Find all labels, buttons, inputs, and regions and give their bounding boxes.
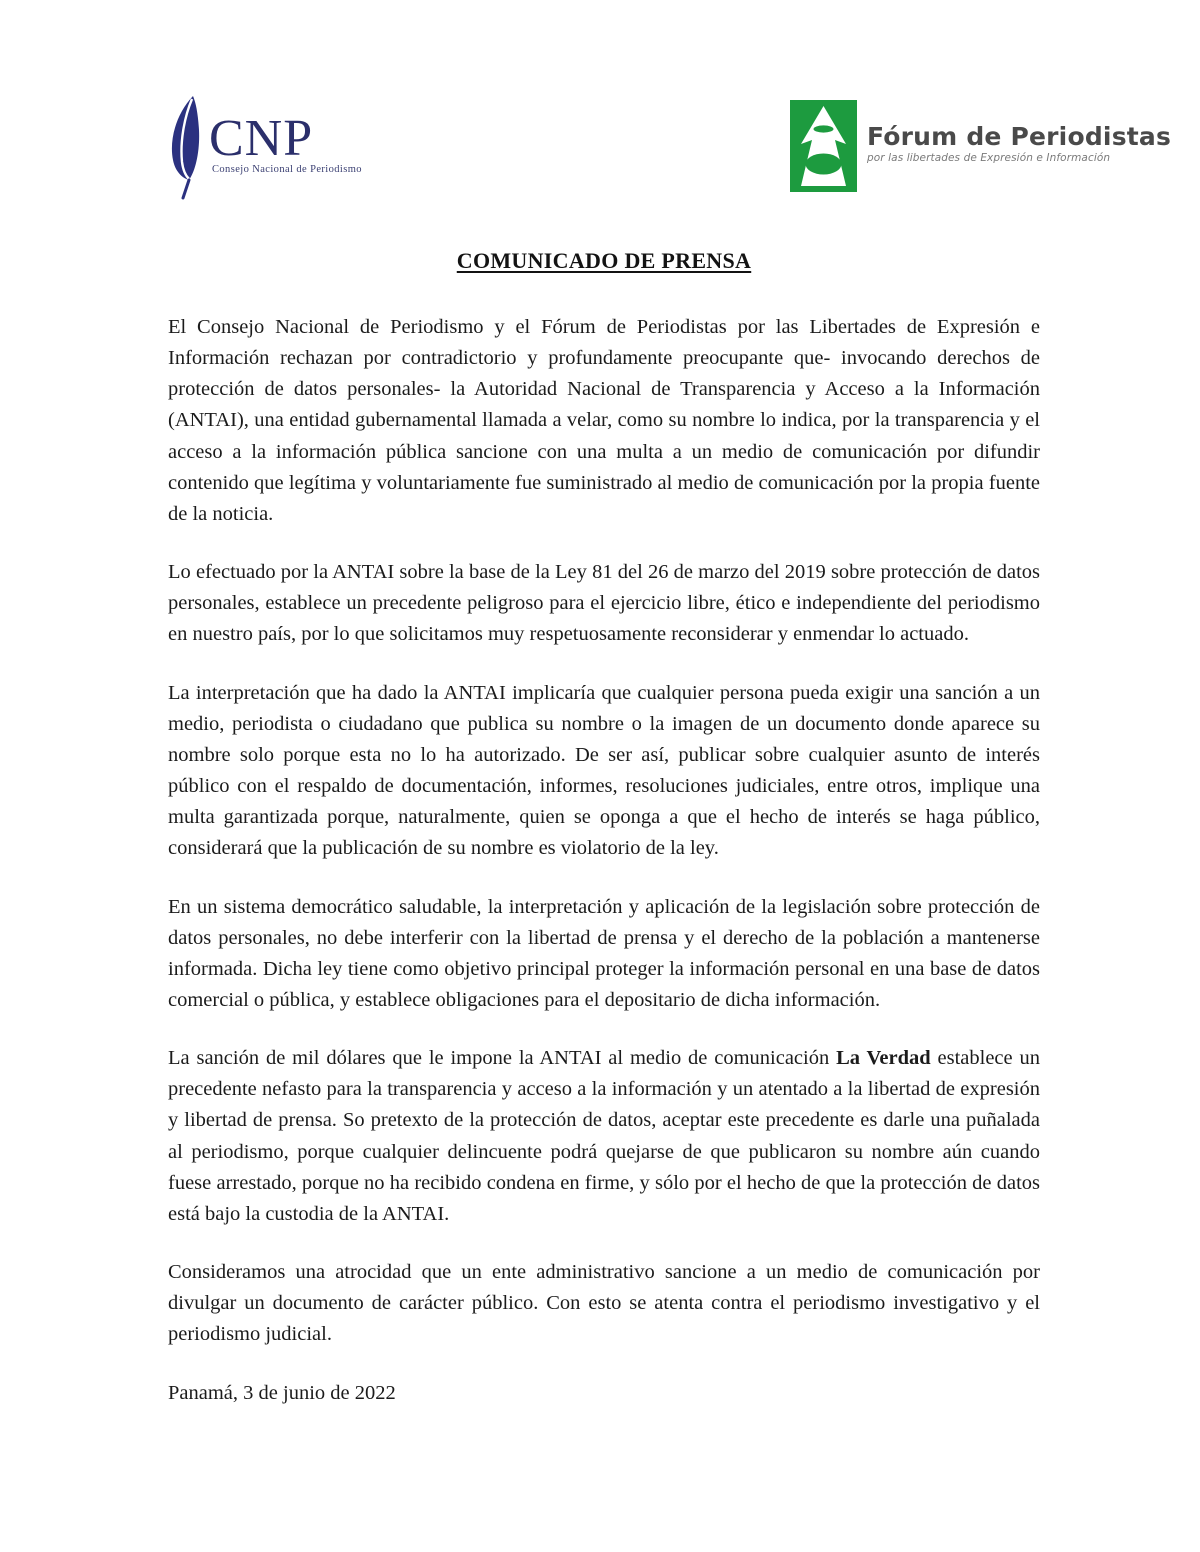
paragraph-5-tail: establece un precedente nefasto para la transparencia y acceso a la información y un atentado a la libertad de expresión y libertad de prensa. So pretexto de la protección de datos, aceptar este precedente es darle una puñalada al periodismo, porque cualquier delincuente podrá quejarse de que publicaron su nombre aún cuando fuese arrestado, porque no ha recibido condena en firme, y sólo por el hecho de que la protección de datos está bajo la custodia de la ANTAI. xyxy=(168,1047,1040,1225)
paragraph-1: El Consejo Nacional de Periodismo y el Fórum de Periodistas por las Libertades de Expresión e Información rechazan por contradictorio y profundamente preocupante que- invocando derechos de protección de datos personales- la Autoridad Nacional de Transparencia y Acceso a la Información (ANTAI), una entidad gubernamental llamada a velar, como su nombre lo indica, por la transparencia y el acceso a la información pública sancione con una multa a un medio de comunicación por difundir contenido que legítima y voluntariamente fue suministrado al medio de comunicación por la propia fuente de la noticia. xyxy=(168,316,1040,525)
cnp-subtitle: Consejo Nacional de Periodismo xyxy=(212,164,362,176)
cnp-logo xyxy=(163,92,362,200)
paragraph-4: En un sistema democrático saludable, la interpretación y aplicación de la legislación sobre protección de datos personales, no debe interferir con la libertad de prensa y el derecho de la población a mantenerse informada. Dicha ley tiene como objetivo principal proteger la información personal en una base de datos comercial o pública, y establece obligaciones para el depositario de dicha información. xyxy=(168,895,1040,1011)
document-body xyxy=(168,248,1040,1409)
forum-subtitle: por las libertades de Expresión e Información xyxy=(867,152,1111,165)
page-title: COMUNICADO DE PRENSA xyxy=(456,248,752,273)
media-outlet-name: La Verdad xyxy=(836,1047,931,1070)
forum-logo xyxy=(790,100,1171,192)
quill-feather-icon xyxy=(163,92,215,200)
forum-title: Fórum de Periodistas xyxy=(867,121,1172,151)
letterhead xyxy=(0,0,1200,225)
paragraph-2: Lo efectuado por la ANTAI sobre la base de la Ley 81 del 26 de marzo del 2019 sobre protección de datos personales, establece un precedente peligroso para el ejercicio libre, ético e independiente del periodismo en nuestro país, por lo que solicitamos muy respetuosamente reconsiderar y enmendar lo actuado. xyxy=(168,561,1040,646)
cnp-acronym: CNP xyxy=(209,110,314,167)
cnp-wordmark xyxy=(209,92,362,175)
paragraph-6: Consideramos una atrocidad que un ente administrativo sancione a un medio de comunicación por divulgar un documento de carácter público. Con esto se atenta contra el periodismo investigativo y el periodismo judicial. xyxy=(168,1261,1040,1346)
dateline: Panamá, 3 de junio de 2022 xyxy=(168,1381,396,1404)
paragraph-3: La interpretación que ha dado la ANTAI implicaría que cualquier persona pueda exigir una sanción a un medio, periodista o ciudadano que publica su nombre o la imagen de un documento donde aparece su nombre solo porque esta no lo ha autorizado. De ser así, publicar sobre cualquier asunto de interés público con el respaldo de documentación, informes, resoluciones judiciales, entre otros, implique una multa garantizada porque, naturalmente, quien se oponga a que el hecho de interés se haga público, considerará que la publicación de su nombre es violatorio de la ley. xyxy=(168,681,1040,860)
paragraph-5 xyxy=(168,1043,1040,1230)
paragraph-5-lead: La sanción de mil dólares que le impone la ANTAI al medio de comunicación xyxy=(168,1047,837,1070)
forum-emblem-icon xyxy=(790,100,857,192)
forum-wordmark xyxy=(867,121,1172,168)
